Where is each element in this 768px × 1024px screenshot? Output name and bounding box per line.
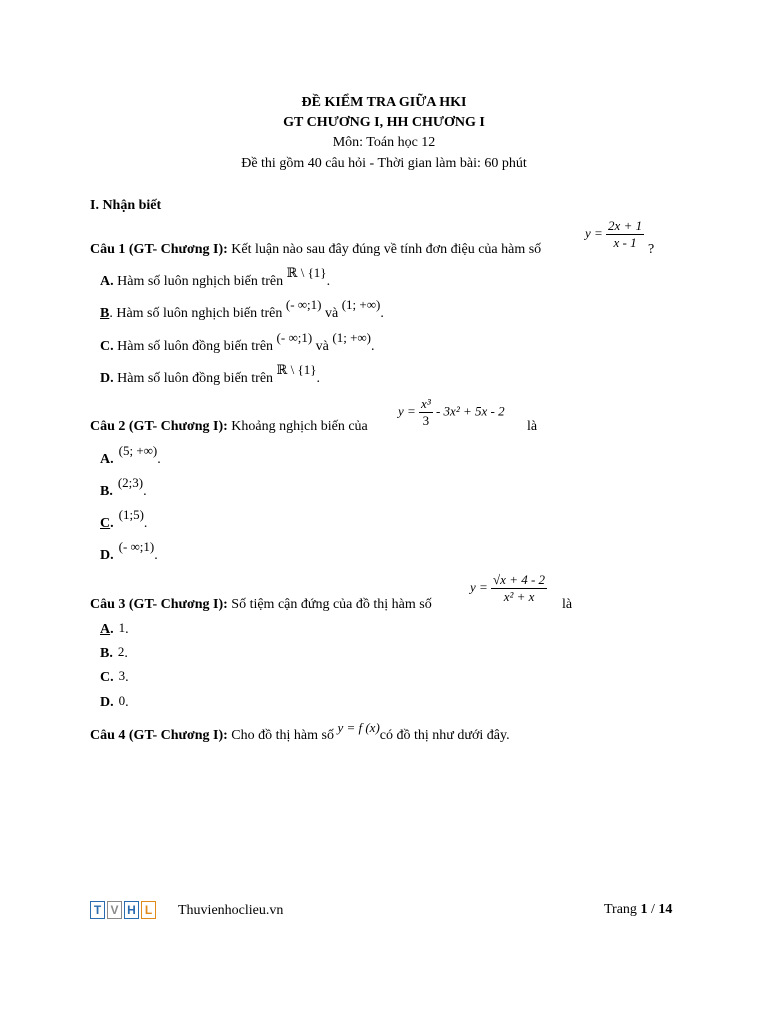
option-connector: và xyxy=(321,306,342,321)
question-3-formula xyxy=(470,572,547,605)
q1-option-c[interactable] xyxy=(100,330,375,355)
question-3 xyxy=(90,597,432,613)
option-math: ℝ \ {1} xyxy=(276,362,317,377)
question-text: Số tiệm cận đứng của đồ thị hàm số xyxy=(227,597,432,612)
option-text: Hàm số luôn nghịch biến trên xyxy=(113,274,287,289)
option-connector: và xyxy=(312,339,333,354)
option-key: A. xyxy=(100,452,114,467)
document-title: ĐỀ KIỂM TRA GIỮA HKI xyxy=(301,95,467,110)
question-1-end: ? xyxy=(648,242,655,257)
option-math-2: (1; +∞) xyxy=(341,297,381,312)
q2-option-b[interactable] xyxy=(100,475,147,500)
fraction-numerator: x³ xyxy=(421,396,431,411)
option-math: 2 xyxy=(117,644,125,659)
page-prefix: Trang xyxy=(604,902,641,917)
option-end: . xyxy=(380,306,384,321)
option-end: . xyxy=(125,670,129,685)
fraction-denominator: x² + x xyxy=(503,589,535,604)
option-key: A. xyxy=(100,274,114,289)
q3-option-d[interactable] xyxy=(100,694,129,711)
page-number xyxy=(604,902,672,918)
logo-letter: T xyxy=(90,901,105,919)
logo-letter: V xyxy=(107,901,122,919)
option-math: (- ∞;1) xyxy=(276,330,313,345)
option-key-correct: B xyxy=(100,306,110,321)
option-key: D. xyxy=(100,371,114,386)
site-link[interactable]: Thuvienhoclieu.vn xyxy=(178,903,284,918)
option-math: (5; +∞) xyxy=(118,443,158,458)
q1-option-d[interactable] xyxy=(100,362,320,387)
q2-option-c[interactable]: C.(1;5). xyxy=(100,507,148,531)
option-end: . xyxy=(157,452,161,467)
fraction-numerator: √x + 4 - 2 xyxy=(493,572,546,587)
option-key: C. xyxy=(100,339,114,354)
question-2-formula xyxy=(398,396,505,429)
document-subtitle: GT CHƯƠNG I, HH CHƯƠNG I xyxy=(283,115,485,130)
q3-option-c[interactable] xyxy=(100,669,129,686)
q3-option-a[interactable]: A. 1. xyxy=(100,620,129,637)
question-label: Câu 1 (GT- Chương I): xyxy=(90,242,228,257)
fraction xyxy=(491,572,547,605)
option-math: ℝ \ {1} xyxy=(286,265,327,280)
question-label: Câu 2 (GT- Chương I): xyxy=(90,419,228,434)
option-text: Hàm số luôn đồng biến trên xyxy=(113,371,277,386)
option-end: . xyxy=(371,339,375,354)
q2-option-a[interactable] xyxy=(100,443,161,468)
option-key: D. xyxy=(100,548,114,563)
option-math: 0 xyxy=(118,693,126,708)
question-text: Kết luận nào sau đây đúng về tính đơn điệu của hàm số xyxy=(227,242,542,257)
logo-letter: L xyxy=(141,901,156,919)
option-math-2: (1; +∞) xyxy=(332,330,372,345)
option-end: . xyxy=(316,371,320,386)
question-1-formula xyxy=(585,218,644,251)
option-key: C. xyxy=(100,670,114,685)
formula-lhs: y = xyxy=(585,225,603,241)
section-title: I. Nhận biết xyxy=(90,198,162,213)
option-key-correct: C xyxy=(100,516,111,531)
page-current: 1 xyxy=(640,902,648,917)
option-end: . xyxy=(326,274,331,289)
option-end: . xyxy=(124,646,128,661)
option-end: . xyxy=(143,516,148,531)
option-text: . Hàm số luôn nghịch biến trên xyxy=(109,306,286,321)
option-math: 3 xyxy=(118,668,126,683)
option-end: . xyxy=(125,622,129,637)
question-text: Cho đồ thị hàm số xyxy=(227,728,338,743)
fraction xyxy=(606,218,644,251)
option-key: B. xyxy=(100,646,113,661)
option-end: . xyxy=(125,695,129,710)
question-label: Câu 3 (GT- Chương I): xyxy=(90,597,228,612)
site-logo[interactable] xyxy=(90,901,158,921)
option-end: . xyxy=(143,484,147,499)
option-end: . xyxy=(154,548,158,563)
question-text: Khoảng nghịch biến của xyxy=(227,419,368,434)
formula-lhs: y = xyxy=(398,403,416,419)
option-key-correct: A xyxy=(100,622,111,637)
fraction-numerator: 2x + 1 xyxy=(608,218,643,233)
question-4 xyxy=(90,720,510,744)
exam-info: Đề thi gồm 40 câu hỏi - Thời gian làm bài: 60 phút xyxy=(241,156,527,171)
subject-line: Môn: Toán học 12 xyxy=(332,135,436,150)
question-2-end: là xyxy=(527,419,538,434)
fraction-denominator: x - 1 xyxy=(613,235,637,250)
formula-rest: - 3x² + 5x - 2 xyxy=(435,403,505,419)
q1-option-a[interactable] xyxy=(100,265,331,290)
option-math: (2;3) xyxy=(117,475,144,490)
option-math: (1;5) xyxy=(118,507,144,522)
question-end: có đồ thị như dưới đây. xyxy=(379,728,510,743)
question-1 xyxy=(90,242,541,258)
q3-option-b[interactable] xyxy=(100,645,128,662)
fraction-denominator: 3 xyxy=(422,413,430,428)
question-label: Câu 4 (GT- Chương I): xyxy=(90,728,228,743)
page-total: 14 xyxy=(658,902,673,917)
page-separator: / xyxy=(647,902,659,917)
question-2 xyxy=(90,419,368,435)
option-key: B. xyxy=(100,484,113,499)
q1-option-b[interactable] xyxy=(100,297,384,322)
option-key: D. xyxy=(100,695,114,710)
logo-letter: H xyxy=(124,901,139,919)
option-math: 1 xyxy=(118,620,126,635)
option-text: Hàm số luôn đồng biến trên xyxy=(113,339,277,354)
option-math: (- ∞;1) xyxy=(285,297,322,312)
formula-lhs: y = xyxy=(470,579,488,595)
option-math: (- ∞;1) xyxy=(118,539,155,554)
question-3-end: là xyxy=(562,597,573,612)
question-formula: y = f (x) xyxy=(337,720,380,735)
fraction xyxy=(419,396,433,429)
q2-option-d[interactable] xyxy=(100,539,158,564)
